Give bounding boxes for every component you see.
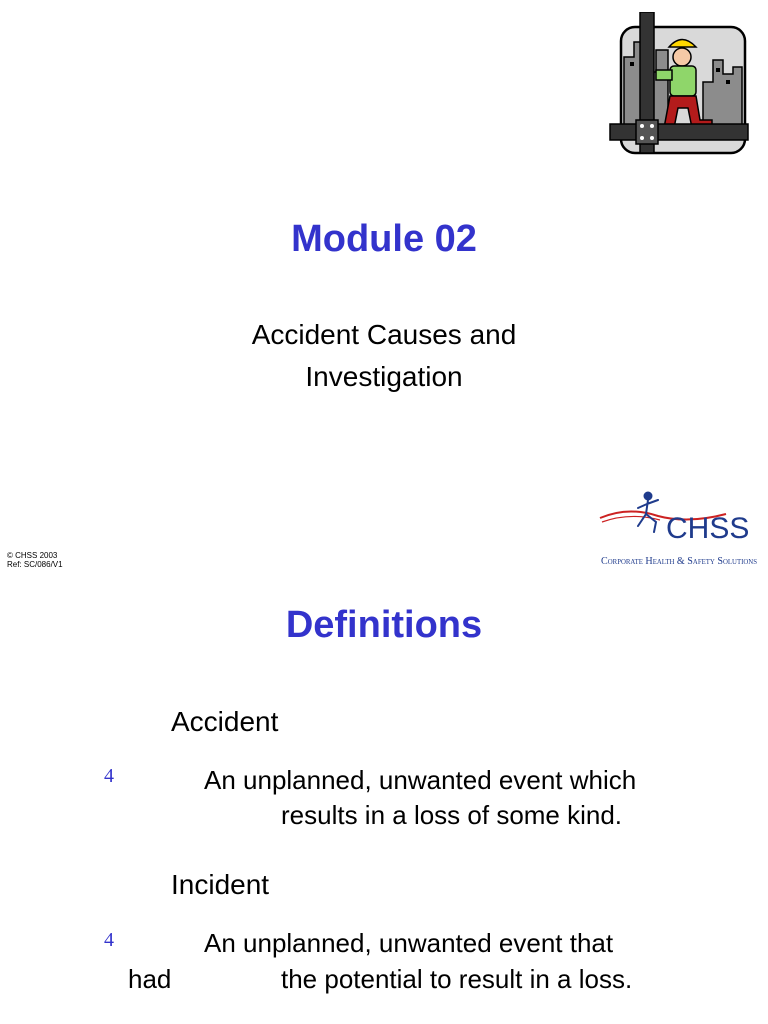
subtitle-line-1: Accident Causes and (251, 319, 517, 350)
module-title: Module 02 (291, 218, 477, 260)
construction-worker-clipart (608, 12, 750, 157)
module-subtitle (0, 314, 768, 398)
check-marker-icon: 4 (104, 929, 114, 951)
chss-logo (598, 488, 760, 570)
term-incident: Incident (171, 869, 270, 900)
definition-incident-line-1: An unplanned, unwanted event that (204, 928, 614, 958)
copyright-line: © CHSS 2003 (7, 551, 58, 560)
logo-name: CHSS (666, 512, 750, 545)
definitions-title: Definitions (285, 604, 483, 646)
logo-tagline: Corporate Health & Safety Solutions (601, 556, 758, 567)
definition-incident-prefix: had (128, 964, 172, 994)
copyright-notice (7, 551, 63, 569)
definition-incident-line-2: the potential to result in a loss. (281, 964, 633, 994)
reference-line: Ref: SC/086/V1 (7, 560, 63, 569)
check-marker-icon: 4 (104, 765, 114, 787)
term-accident: Accident (171, 706, 279, 737)
definition-accident-line-1: An unplanned, unwanted event which (204, 765, 637, 795)
subtitle-line-2: Investigation (305, 361, 463, 392)
definition-accident-line-2: results in a loss of some kind. (281, 800, 623, 830)
